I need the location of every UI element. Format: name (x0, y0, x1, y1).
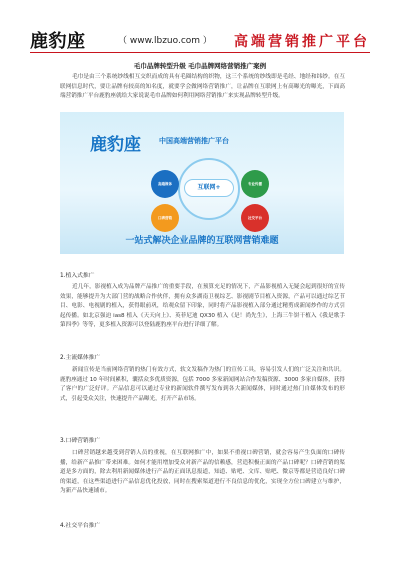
banner-subtitle: 中国高端营销推广平台 (159, 137, 229, 145)
section-heading-4: 4.社交平台推广 (60, 523, 101, 529)
promo-banner-image (60, 112, 344, 254)
banner-logo: 鹿豹座 (90, 135, 141, 155)
header-divider (30, 52, 370, 53)
intro-paragraph: 毛巾是由三个系统纱线相互交织而成的具有毛圈结构的织物，这三个系统的纱线即是毛经、地经和纬纱。在互联网信息时代，要让品牌有较高的知名度，就要学会做网络营销推广，让品牌在互联网上有高曝光的曝光，下面高端营销推广平台鹿豹座就给大家说说毛巾品牌如何利用网络营销推广来实现品牌转型升级。 (60, 74, 345, 100)
banner-node-spread: 专业传播 (241, 170, 269, 198)
banner-node-media: 高端媒体 (151, 170, 179, 198)
banner-node-word-of-mouth: 口碑营销 (151, 204, 179, 232)
brand-url: （ www.lbzuo.com ） (118, 36, 212, 46)
brand-logo: 鹿豹座 (30, 31, 86, 52)
banner-center-label: 互联网+ (184, 179, 234, 197)
section-body-1: 近几年，影视植入成为品牌产品推广的重要手段，在预算充足的情况下，产品影视植入无疑会起到很好的宣传效果，能够提升为大部门营的战略合作伙伴，拥有众多湖南卫视综艺、影视剧节目植入资源，产品可以通过综艺节目、电影、电视剧的植入，获得眼前巩，给观众留下印象，同时将产品影视植入部分通过精剪成新闻炒作的方式引起传播。如北京强迫 ias8 植入《天天向上》、英菲尼迪 QX30 植入《是！尚先生》，上海三牛饼干植入《我是歌手第四季》等等，更多植入资源可以登陆鹿豹座平台进行详细了解。 (60, 284, 345, 329)
document-title: 毛巾品牌转型升级 毛巾品牌网络营销推广案例 (133, 62, 267, 70)
header-slogan: 高端营销推广平台 (234, 34, 370, 50)
banner-tagline: 一站式解决企业品牌的互联网营销难题 (125, 236, 279, 246)
section-heading-3: 3.口碑营销推广 (60, 438, 101, 444)
page-header (0, 0, 400, 52)
section-heading-2: 2.主流媒体推广 (60, 355, 101, 361)
banner-node-social: 社交平台 (241, 204, 269, 232)
section-body-2: 新闻宣传是当前网络营销的热门有效方式，软文发稿作为热门的宣传工具，容易引发人们的广泛关注和共识。鹿豹座通过 10 年时间累积，囊括众多优质资源，包括 7000 多家新闻网站合作发稿资源、3000 多家自媒体，获得了客户的广泛好评。产品信息可以通过专业的新闻软件撰写发布到各大新闻媒体，同时通过热门自媒体发布的形式，引起受众关注，快速提升产品曝光，打开产品市场。 (60, 367, 346, 402)
section-body-3: 口碑营销越来越受到营销人员的重视，在互联网推广中，如果不重视口碑营销，就会容易产生负面的口碑传播，给新产品推广带来困难。如何才能用增加受众对新产品的信赖感，营造积极正面的产品口碑呢？口碑营销的渠道是多方面的，除去利用新闻媒体进行产品的正面讯息报道，知道、贴吧、文库、贴吧、微京等都是营造良好口碑的渠道，在这些渠道进行产品信息优化投放，同时在搜索渠道进行不良信息的优化，实现全方位口碑建立与维护，为新产品快速铺市。 (60, 450, 345, 495)
section-heading-1: 1.植入式推广 (60, 273, 95, 279)
